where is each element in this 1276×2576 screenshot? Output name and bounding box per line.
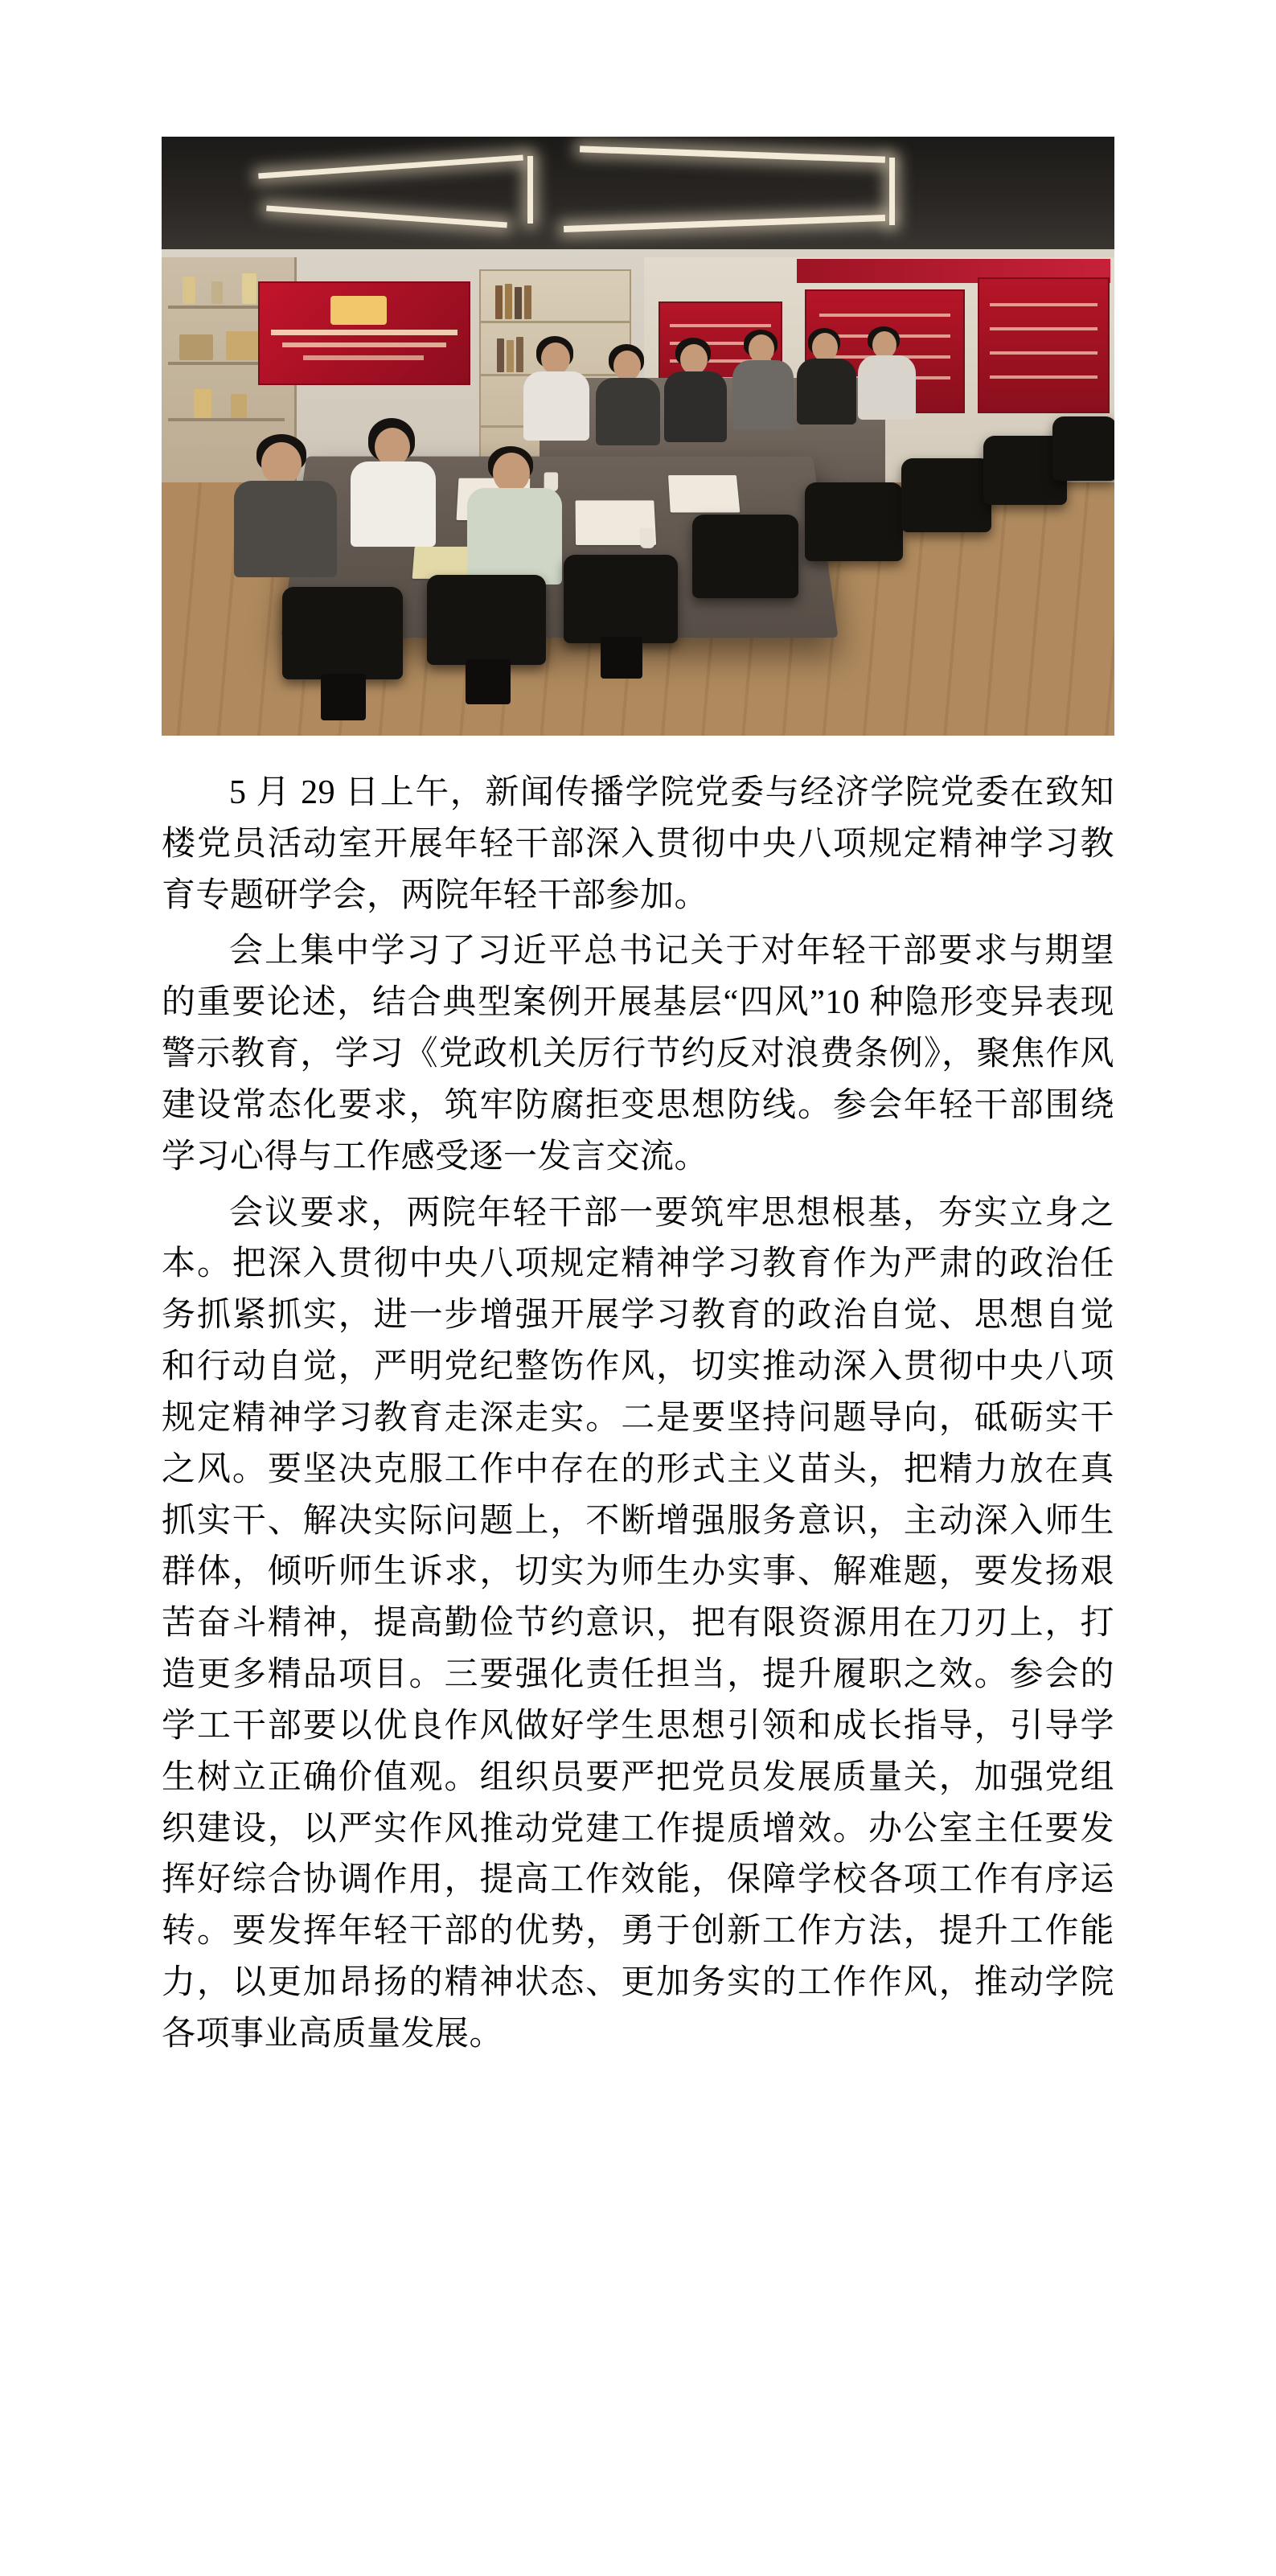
chair-base <box>466 659 511 704</box>
trophy-icon <box>231 394 247 418</box>
article-body <box>162 768 1114 2061</box>
banner-line <box>303 355 424 360</box>
wall-display-board <box>978 277 1110 413</box>
ceiling <box>162 137 1114 257</box>
meeting-photo <box>162 137 1114 736</box>
document-paper <box>668 475 740 512</box>
ceiling-light <box>258 154 523 178</box>
party-emblem-icon <box>330 296 387 325</box>
paragraph-1: 5 月 29 日上午，新闻传播学院党委与经济学院党委在致知楼党员活动室开展年轻干部深入贯彻中央八项规定精神学习教育专题研学会，两院年轻干部参加。 <box>162 774 1114 914</box>
trophy-icon <box>194 389 211 418</box>
article-figure <box>162 137 1114 736</box>
cup <box>639 528 654 548</box>
office-chair <box>692 515 798 598</box>
office-chair <box>901 458 991 532</box>
ceiling-light <box>580 146 885 162</box>
banner-line <box>282 343 446 347</box>
plaque-icon <box>179 334 213 360</box>
ceiling-light <box>564 215 885 232</box>
chair-base <box>321 674 366 720</box>
red-banner <box>258 281 470 385</box>
chair-base <box>601 637 642 679</box>
ceiling-light <box>266 206 507 228</box>
banner-line <box>271 330 457 335</box>
trophy-icon <box>211 281 223 304</box>
trophy-icon <box>242 273 256 304</box>
office-chair <box>564 555 678 643</box>
ceiling-light <box>527 156 533 224</box>
office-chair <box>282 587 403 679</box>
office-chair <box>427 575 546 665</box>
paragraph-3: 会议要求，两院年轻干部一要筑牢思想根基，夯实立身之本。把深入贯彻中央八项规定精神学习教育作为严肃的政治任务抓紧抓实，进一步增强开展学习教育的政治自觉、思想自觉和行动自觉，严明党纪整饬作风，切实推动深入贯彻中央八项规定精神学习教育走深走实。二是要坚持问题导向，砥砺实干之风。要坚决克服工作中存在的形式主义苗头，把精力放在真抓实干、解决实际问题上，不断增强服务意识，主动深入师生群体，倾听师生诉求，切实为师生办实事、解难题，要发扬艰苦奋斗精神，提高勤俭节约意识，把有限资源用在刀刃上，打造更多精品项目。三要强化责任担当，提升履职之效。参会的学工干部要以优良作风做好学生思想引领和成长指导，引导学生树立正确价值观。组织员要严把党员发展质量关，加强党组织建设，以严实作风推动党建工作提质增效。办公室主任要发挥好综合协调作用，提高工作效能，保障学校各项工作有序运转。要发挥年轻干部的优势，勇于创新工作方法，提升工作能力，以更加昂扬的精神状态、更加务实的工作作风，推动学院各项事业高质量发展。 <box>162 1194 1114 2053</box>
ceiling-light <box>889 158 895 225</box>
paragraph-2: 会上集中学习了习近平总书记关于对年轻干部要求与期望的重要论述，结合典型案例开展基层“四风”10 种隐形变异表现警示教育，学习《党政机关厉行节约反对浪费条例》，聚焦作风建设常态化要求，筑牢防腐拒变思想防线。参会年轻干部围绕学习心得与工作感受逐一发言交流。 <box>162 933 1114 1175</box>
office-chair <box>805 482 903 561</box>
trophy-icon <box>183 277 195 304</box>
office-chair <box>1052 416 1114 481</box>
